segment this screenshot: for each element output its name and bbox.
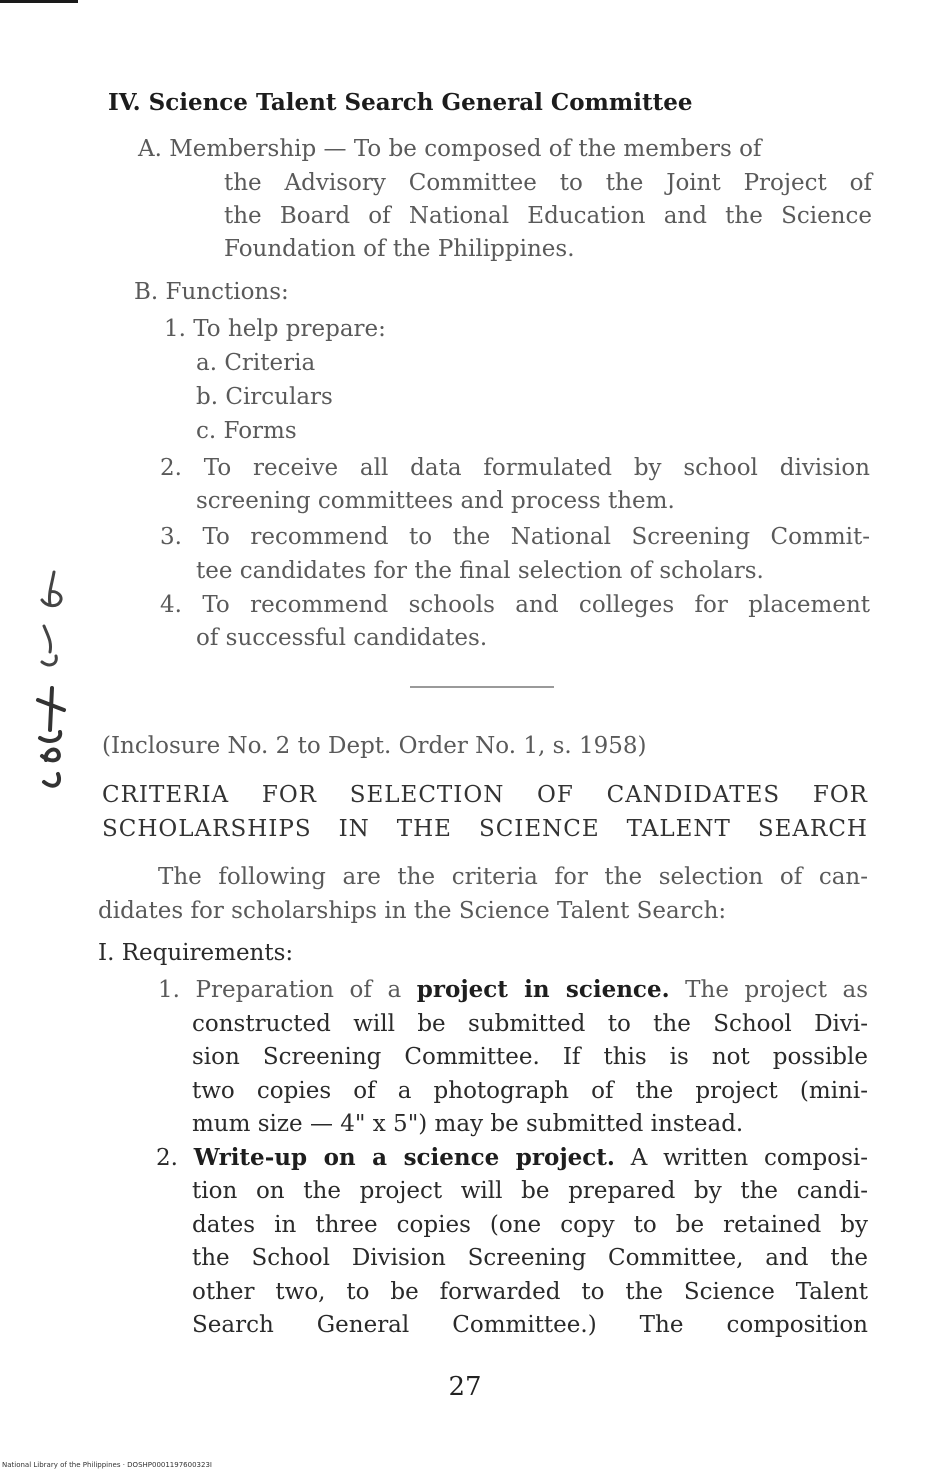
function-3-line-1: 3. To recommend to the National Screening Commit-	[160, 524, 870, 550]
requirement-1-line-4: two copies of a photograph of the project (mini-	[192, 1078, 868, 1104]
section-iv-heading: IV. Science Talent Search General Committee	[108, 89, 693, 116]
requirement-2-line-4: the School Division Screening Committee, and the	[192, 1245, 868, 1271]
criteria-title-line-1: CRITERIA FOR SELECTION OF CANDIDATES FOR	[102, 782, 868, 808]
function-2-line-2: screening committees and process them.	[196, 488, 675, 514]
intro-line-1: The following are the criteria for the selection of can-	[158, 864, 868, 890]
function-3-line-2: tee candidates for the final selection of scholars.	[196, 558, 764, 584]
function-4-line-2: of successful candidates.	[196, 625, 488, 651]
library-footer: National Library of the Philippines · DOSHP0001197600323I	[2, 1461, 212, 1469]
scan-edge-mark	[0, 0, 78, 3]
section-divider	[410, 686, 554, 688]
membership-line-2: the Board of National Education and the Science	[224, 203, 872, 229]
membership-line-1: the Advisory Committee to the Joint Project of	[224, 170, 872, 196]
requirement-2-line-5: other two, to be forwarded to the Science Talent	[192, 1279, 868, 1305]
requirement-2-num: 2.	[156, 1145, 178, 1171]
function-1a: a. Criteria	[196, 350, 316, 376]
function-1b: b. Circulars	[196, 384, 333, 410]
requirement-2-rest: A written composi-	[630, 1145, 868, 1171]
functions-label: B. Functions:	[134, 279, 289, 305]
function-4-line-1: 4. To recommend schools and colleges for placement	[160, 592, 870, 618]
requirements-label: I. Requirements:	[98, 940, 294, 966]
intro-line-2: didates for scholarships in the Science Talent Search:	[98, 898, 727, 924]
function-1: 1. To help prepare:	[164, 316, 386, 342]
criteria-title-line-2: SCHOLARSHIPS IN THE SCIENCE TALENT SEARCH	[102, 816, 868, 842]
membership-line-3: Foundation of the Philippines.	[224, 236, 575, 262]
requirement-2-line-1	[156, 1143, 868, 1173]
page-number: 27	[448, 1372, 482, 1402]
requirement-1-line-2: constructed will be submitted to the School Divi-	[192, 1011, 868, 1037]
requirement-1-line-1	[158, 975, 868, 1005]
requirement-1-prefix: 1. Preparation of a	[158, 977, 402, 1003]
requirement-1-rest: The project as	[685, 977, 869, 1003]
membership-label: A. Membership — To be composed of the members of	[138, 136, 762, 162]
requirement-1-line-3: sion Screening Committee. If this is not possible	[192, 1044, 868, 1070]
inclosure-note: (Inclosure No. 2 to Dept. Order No. 1, s. 1958)	[102, 733, 647, 759]
handwritten-margin-note	[22, 560, 82, 820]
function-2-line-1: 2. To receive all data formulated by school division	[160, 455, 870, 481]
requirement-2-line-6: Search General Committee.) The composition	[192, 1312, 868, 1338]
requirement-1-line-5: mum size — 4" x 5") may be submitted instead.	[192, 1111, 744, 1137]
requirement-1-bold: project in science.	[416, 976, 670, 1003]
requirement-2-bold: Write-up on a science project.	[193, 1144, 615, 1171]
function-1c: c. Forms	[196, 418, 297, 444]
requirement-2-line-3: dates in three copies (one copy to be retained by	[192, 1212, 868, 1238]
requirement-2-line-2: tion on the project will be prepared by the candi-	[192, 1178, 868, 1204]
